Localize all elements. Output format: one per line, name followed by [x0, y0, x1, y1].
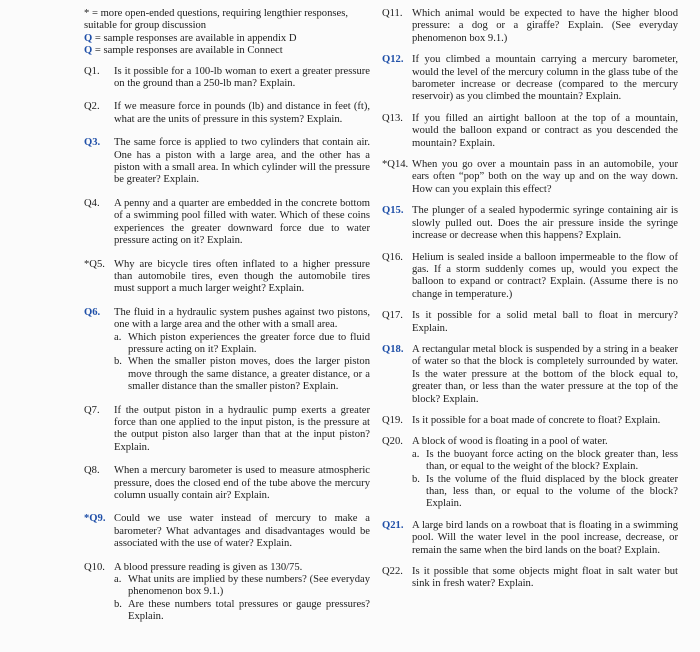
question-text: A large bird lands on a rowboat that is floating in a swimming pool. Will the water level in the pool increase, decrease, or remain the same when the bird lands on the boat? Explain.: [412, 519, 678, 556]
question-q22: [382, 566, 678, 591]
question-q1: [84, 66, 370, 91]
question-text: Why are bicycle tires often inflated to a higher pressure than automobile tires, even though the automobile tires must support a much larger weight? Explain.: [114, 258, 370, 295]
question-text: Helium is sealed inside a balloon impermeable to the flow of gas. If a storm suddenly comes up, would you expect the balloon to expand or contract? Explain. (Assume there is no change in temperature.): [412, 251, 678, 300]
question-text: A penny and a quarter are embedded in the concrete bottom of a swimming pool filled with water. Which of these coins experiences the greater downward force due to water pressure acting on it? Explain.: [114, 197, 370, 247]
question-text: When a mercury barometer is used to measure atmospheric pressure, does the closed end of the tube above the mercury column usually contain air? Explain.: [114, 465, 370, 501]
question-text: If you filled an airtight balloon at the top of a mountain, would the balloon expand or contract as you descended the mountain? Explain.: [412, 112, 678, 149]
question-part-a: a. Which piston experiences the greater force due to fluid pressure acting on it? Explain.: [114, 331, 370, 355]
question-q19: [382, 415, 678, 427]
question-q10: [84, 562, 370, 624]
question-text: If the output piston in a hydraulic pump exerts a greater force than one applied to the input piston, is the pressure at the output piston also larger than that at the input piston? Explain.: [114, 404, 370, 453]
question-number: Q7.: [84, 404, 100, 416]
question-q21: [382, 520, 678, 557]
legend-connect: Q = sample responses are available in Connect: [84, 45, 283, 57]
question-text: The fluid in a hydraulic system pushes against two pistons, one with a large area and the other with a small area.: [114, 306, 370, 331]
left-column: [84, 8, 370, 624]
question-text: Is it possible for a 100-lb woman to exert a greater pressure on the ground than a 250-lb man? Explain.: [114, 65, 370, 90]
question-part-a: a. Is the buoyant force acting on the block greater than, less than, or equal to the weight of the block? Explain.: [412, 448, 678, 473]
question-q5: [84, 259, 370, 296]
question-part-b: b. Is the volume of the fluid displaced by the block greater than, less than, or equal to the volume of the block? Explain.: [412, 473, 678, 510]
question-number: Q13.: [382, 112, 403, 124]
question-q11: [382, 8, 678, 45]
legend-appendix: Q = sample responses are available in appendix D: [84, 32, 297, 44]
question-number: Q16.: [382, 251, 403, 263]
question-number: Q22.: [382, 566, 403, 578]
question-number: *Q14.: [382, 159, 409, 171]
question-part-b: b. Are these numbers total pressures or gauge pressures? Explain.: [114, 598, 370, 623]
question-q17: [382, 310, 678, 335]
question-q8: [84, 465, 370, 502]
question-q18: [382, 344, 678, 406]
question-part-b: b. When the smaller piston moves, does the larger piston move through the same distance, a greater distance, or a smaller distance than the smaller piston? Explain.: [114, 356, 370, 393]
question-number: Q19.: [382, 414, 403, 426]
question-number: Q6.: [84, 306, 101, 318]
question-q16: [382, 252, 678, 302]
question-number: Q4.: [84, 197, 100, 209]
question-q14: [382, 159, 678, 196]
question-text: Is it possible for a solid metal ball to float in mercury? Explain.: [412, 310, 678, 334]
legend-q-marker: Q: [84, 45, 93, 57]
question-text: A rectangular metal block is suspended by a string in a beaker of water so that the block is completely surrounded by water. Is the water pressure at the bottom of the block equal to, greater than, or less than the water pressure at the top of the block? Explain.: [412, 343, 678, 405]
legend-open-ended: * = more open-ended questions, requiring lengthier responses, suitable for group discussion: [84, 8, 348, 32]
question-number: Q8.: [84, 465, 100, 477]
question-q9: [84, 513, 370, 550]
legend-q-marker: Q: [84, 32, 93, 44]
question-number: Q15.: [382, 205, 404, 217]
question-number: Q20.: [382, 436, 403, 448]
question-q15: [382, 205, 678, 242]
question-text: If we measure force in pounds (lb) and distance in feet (ft), what are the units of pressure in this system? Explain.: [114, 101, 370, 125]
question-text: When you go over a mountain pass in an automobile, your ears often “pop” both on the way up and on the way down. How can you explain this effect?: [412, 159, 678, 195]
question-q3: [84, 137, 370, 187]
question-number: Q2.: [84, 101, 100, 113]
question-text: Is it possible that some objects might float in salt water but sink in fresh water? Explain.: [412, 566, 678, 590]
question-q20: [382, 436, 678, 510]
legend: [84, 8, 370, 58]
question-q13: [382, 113, 678, 150]
question-part-a: a. What units are implied by these numbers? (See everyday phenomenon box 9.1.): [114, 574, 370, 598]
question-number: Q17.: [382, 310, 403, 322]
question-q6: [84, 307, 370, 394]
question-text: Is it possible for a boat made of concrete to float? Explain.: [412, 414, 661, 426]
question-text: Could we use water instead of mercury to make a barometer? What advantages and disadvantages would be associated with the use of water? Explain.: [114, 513, 370, 550]
question-number: Q21.: [382, 519, 404, 531]
question-number: Q12.: [382, 54, 404, 66]
question-q4: [84, 198, 370, 248]
question-q12: [382, 54, 678, 104]
question-q2: [84, 101, 370, 126]
question-text: The same force is applied to two cylinders that contain air. One has a piston with a large area, and the other has a piston with a small area. In which cylinder will the pressure be greater? Explain.: [114, 137, 370, 186]
question-number: Q18.: [382, 343, 404, 355]
question-text: The plunger of a sealed hypodermic syringe containing air is slowly pulled out. Does the air pressure inside the syringe increase or decrease when this happens? Explain.: [412, 205, 678, 242]
question-text: If you climbed a mountain carrying a mercury barometer, would the level of the mercury column in the glass tube of the barometer increase or decrease (compared to the mercury reservoir) as you climbed the mountain? Explain.: [412, 54, 678, 103]
question-number: *Q9.: [84, 513, 106, 525]
question-text: A blood pressure reading is given as 130/75.: [114, 561, 303, 573]
question-number: Q11.: [382, 8, 403, 19]
right-column: [382, 8, 678, 591]
question-number: Q1.: [84, 65, 100, 77]
question-number: Q3.: [84, 137, 101, 149]
question-number: *Q5.: [84, 258, 105, 270]
question-number: Q10.: [84, 561, 105, 573]
question-q7: [84, 405, 370, 455]
question-text: Which animal would be expected to have the higher blood pressure: a dog or a giraffe? Explain. (See everyday phenomenon box 9.1.): [412, 8, 678, 44]
question-text: A block of wood is floating in a pool of water.: [412, 436, 608, 448]
